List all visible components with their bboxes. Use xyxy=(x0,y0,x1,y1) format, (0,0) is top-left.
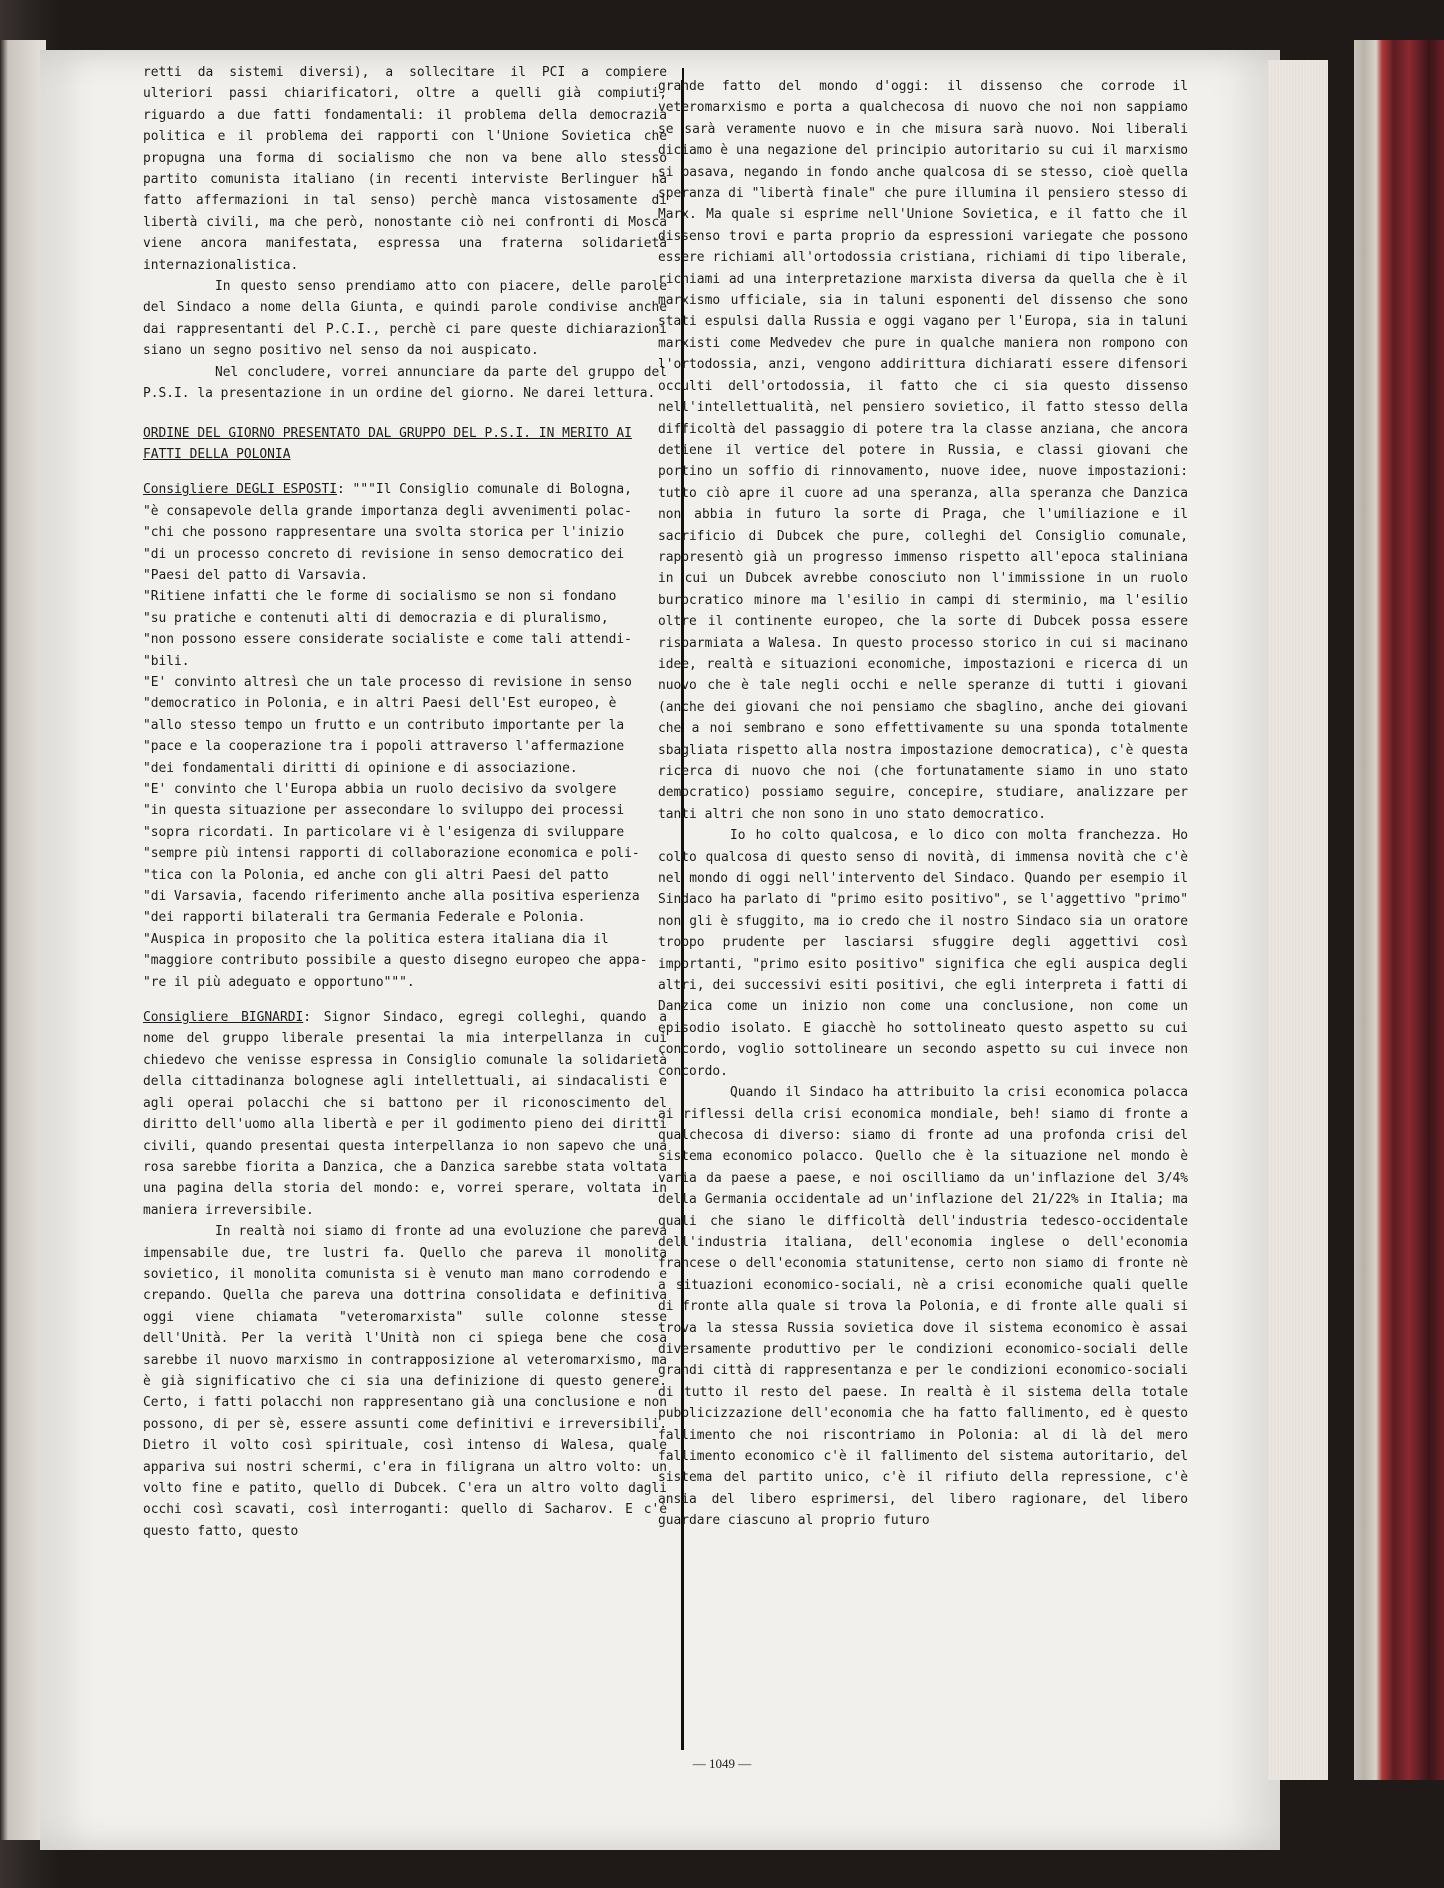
bignardi-text: : Signor Sindaco, egregi colleghi, quando a nome del gruppo liberale presentai la mia interpellanza in cui chiedevo che venisse espressa in Consiglio comunale la solidarietà della cittadinanza bolognese agli intellettuali, ai sindacalisti e agli operai polacchi che si battono per il riconoscimento del diritto dell'uomo alla libertà e per il godimento pieno dei diritti civili, quando presentai questa interpellanza io non sapevo che una rosa sarebbe fiorita a Danzica, che a Danzica sarebbe stata voltata una pagina della storia del mondo: e, vorrei sperare, voltata in maniera irreversibile. xyxy=(143,1010,668,1218)
left-paragraph-1: retti da sistemi diversi), a sollecitare il PCI a compiere ulteriori passi chiarificatori, oltre a quelli già compiuti, riguardo a due fatti fondamentali: il problema della democrazia politica e il problema dei rapporti con l'Unione Sovietica che propugna una forma di socialismo che non va bene allo stesso partito comunista italiano (in recenti interviste Berlinguer ha fatto affermazioni in tal senso) perchè manca vistosamente di libertà civili, ma che però, nonostante ciò nei confronti di Mosca viene ancora manifestata, espressa una fraterna solidarietà internazionalistica. xyxy=(143,65,667,273)
odg-line: "Ritiene infatti che le forme di socialismo se non si fondano xyxy=(143,589,617,605)
page-stack-edge xyxy=(1268,60,1328,1780)
odg-line: "maggiore contributo possibile a questo disegno europeo che appa- xyxy=(143,953,648,969)
odg-line: "di un processo concreto di revisione in senso democratico dei xyxy=(143,546,625,562)
odg-line: "sopra ricordati. In particolare vi è l'esigenza di sviluppare xyxy=(143,824,625,840)
odg-line: "non possono essere considerate socialiste e come tali attendi- xyxy=(143,632,632,648)
right-paragraph-1: grande fatto del mondo d'oggi: il dissenso che corrode il veteromarxismo e porta a qualchecosa di nuovo che noi non sappiamo se sarà veramente nuovo e in che misura sarà nuovo. Noi liberali diciamo è una negazione del principio autoritario su cui il marxismo si basava, negando in fondo anche qualcosa di se stesso, cioè quella speranza di "libertà finale" che pure illumina il pensiero stesso di Marx. Ma quale si esprime nell'Unione Sovietica, e il fatto che il dissenso trovi e parta proprio da espressioni variegate che possono essere richiami all'ortodossia cristiana, richiami di tipo liberale, richiami ad una interpretazione marxista diversa da quella che è il marxismo ufficiale, sia in taluni esponenti del dissenso che sono stati espulsi dalla Russia e oggi vagano per l'Europa, sia in taluni marxisti come Medvedev che pure in qualche maniera non rompono con l'ortodossia, anzi, vengono addirittura dichiarati essere difensori occulti dell'ortodossia, il fatto che ci sia questo dissenso nell'intellettualità, nel pensiero sovietico, il fatto stesso della difficoltà del passaggio di potere tra la classe anziana, che ancora detiene il vertice del potere in Russia, e classi giovani che portino un soffio di rinnovamento, nuove idee, nuove impostazioni: tutto ciò apre il cuore ad una speranza, alla speranza che Danzica non abbia in futuro la sorte di Praga, che l'umiliazione e il sacrificio di Dubcek che pure, colleghi del Consiglio comunale, rappresentò già un progresso immenso rispetto all'epoca staliniana in cui un Dubcek avrebbe conosciuto non l'immissione in un ruolo burocratico minore ma l'esilio in campi di sterminio, ma l'esilio oltre il continente europeo, che la sorte di Dubcek possa essere risparmiata a Walesa. In questo processo storico in cui si macinano idee, realtà e situazioni economiche, impostazioni e ricerca di un nuovo che è tale negli occhi e nelle speranze di tutti i giovani (anche dei giovani che noi pensiamo che sbaglino, anche dei giovani che a noi sembrano e sono effettivamente su una sponda totalmente sbagliata rispetto alla nostra impostazione democratica), c'è questa ricerca di nuovo che noi (che fortunatamente siamo in uno stato democratico) possiamo seguire, concepire, studiare, analizzare per tanti altri che non sono in uno stato democratico. xyxy=(658,79,1188,822)
page-number: — 1049 — xyxy=(692,1756,752,1771)
odg-line: "Paesi del patto di Varsavia. xyxy=(143,567,369,583)
right-column xyxy=(658,76,1188,1532)
odg-line: "bili. xyxy=(143,653,190,669)
book-cover-edge xyxy=(1354,40,1444,1780)
left-paragraph-3: Nel concludere, vorrei annunciare da parte del gruppo del P.S.I. la presentazione in un ordine del giorno. Ne darei lettura. xyxy=(143,364,667,402)
odg-line: "democratico in Polonia, e in altri Paesi dell'Est europeo, è xyxy=(143,696,617,712)
odg-line: "è consapevole della grande importanza degli avvenimenti polac- xyxy=(143,503,632,519)
bignardi-speaker: Consigliere BIGNARDI xyxy=(143,1010,304,1026)
odg-line: "dei fondamentali diritti di opinione e di associazione. xyxy=(143,760,578,776)
odg-line: "in questa situazione per assecondare lo sviluppo dei processi xyxy=(143,803,625,819)
odg-heading: ORDINE DEL GIORNO PRESENTATO DAL GRUPPO DEL P.S.I. IN MERITO AI FATTI DELLA POLONIA xyxy=(143,425,632,462)
bignardi-paragraph xyxy=(143,1007,667,1221)
left-paragraph-2: In questo senso prendiamo atto con piacere, delle parole del Sindaco a nome della Giunta, e quindi parole condivise anche dai rappresentanti del P.C.I., perchè ci pare queste dichiarazioni siano un segno positivo nel senso da noi auspicato. xyxy=(143,279,667,359)
odg-line: "sempre più intensi rapporti di collaborazione economica e poli- xyxy=(143,846,640,862)
right-paragraph-3: Quando il Sindaco ha attribuito la crisi economica polacca ai riflessi della crisi economica mondiale, beh! siamo di fronte a qualchecosa di diverso: siamo di fronte ad una profonda crisi del sistema economico polacco. Quello che è la situazione nel mondo è varia da paese a paese, e noi oscilliamo da un'inflazione del 3/4% della Germania occidentale ad un'inflazione del 21/22% in Italia; ma quali che siano le difficoltà dell'industria tedesco-occidentale dell'industria italiana, dell'economia inglese o dell'economia francese o dell'economia statunitense, certo non siamo di fronte nè a situazioni economico-sociali, nè a crisi economiche quali quelle di fronte alla quale si trova la Polonia, e di fronte alle quali si trova la stessa Russia sovietica dove il sistema economico è assai diversamente produttivo per le condizioni economico-sociali delle grandi città di rappresentanza e per le condizioni economico-sociali di tutto il resto del paese. In realtà è il sistema della totale pubblicizzazione dell'economia che ha fatto fallimento, ed è questo fallimento che noi riscontriamo in Polonia: al di là del mero fallimento economico c'è il fallimento del sistema autoritario, del sistema del partito unico, c'è il rifiuto della repressione, c'è ansia del libero esprimersi, del libero ragionare, del libero guardare ciascuno al proprio futuro xyxy=(658,1085,1188,1529)
odg-line: "su pratiche e contenuti alti di democrazia e di pluralismo, xyxy=(143,610,609,626)
odg-line: "chi che possono rappresentare una svolta storica per l'inizio xyxy=(143,525,625,541)
odg-line-0: : """Il Consiglio comunale di Bologna, xyxy=(337,482,632,498)
odg-line: "E' convinto che l'Europa abbia un ruolo decisivo da svolgere xyxy=(143,782,617,797)
odg-line: "E' convinto altresì che un tale processo di revisione in senso xyxy=(143,674,632,690)
odg-line: "di Varsavia, facendo riferimento anche alla positiva esperienza xyxy=(143,889,640,905)
left-column xyxy=(143,62,667,1542)
odg-lines xyxy=(143,501,667,993)
odg-speaker: Consigliere DEGLI ESPOSTI xyxy=(143,482,338,498)
left-closing-paragraph: In realtà noi siamo di fronte ad una evoluzione che pareva impensabile due, tre lustri fa. Quello che pareva il monolita sovietico, il monolita comunista si è venuto man mano corrodendo e crepando. Quella che pareva una dottrina consolidata e definitiva oggi viene chiamata "veteromarxista" sulle colonne stesse dell'Unità. Per la verità l'Unità non ci spiega bene che cosa sarebbe il nuovo marxismo in contrapposizione al veteromarxismo, ma è già significativo che ci sia una definizione di questo genere. Certo, i fatti polacchi non rappresentano già una conclusione e non possono, di per sè, essere assunti come definitivi e irreversibili. Dietro il volto così spirituale, così intenso di Walesa, quale appariva sui nostri schermi, c'era in filigrana un altro volto: un volto fine e patito, quello di Dubcek. C'era un altro volto dagli occhi così scavati, così interroganti: quello di Sacharov. E c'è questo fatto, questo xyxy=(143,1224,667,1539)
odg-line: "pace e la cooperazione tra i popoli attraverso l'affermazione xyxy=(143,739,625,755)
odg-line: "dei rapporti bilaterali tra Germania Federale e Polonia. xyxy=(143,910,586,926)
odg-text xyxy=(143,479,667,500)
odg-line: "re il più adeguato e opportuno""". xyxy=(143,974,415,990)
right-paragraph-2: Io ho colto qualcosa, e lo dico con molta franchezza. Ho colto qualcosa di questo senso di novità, di immensa novità che c'è nel mondo di oggi nell'intervento del Sindaco. Quando per esempio il Sindaco ha parlato di "primo esito positivo", se l'aggettivo "primo" non gli è sfuggito, ma io credo che il nostro Sindaco sia un oratore troppo prudente per lasciarsi sfuggire degli aggettivi così importanti, "primo esito positivo" significa che egli auspica degli altri, dei successivi esiti positivi, che egli interpreta i fatti di Danzica come un inizio non come una conclusione, non come un episodio isolato. E giacchè ho sottolineato questo aspetto su cui concordo, voglio sottolineare un secondo aspetto su cui invece non concordo. xyxy=(658,828,1188,1079)
odg-line: "Auspica in proposito che la politica estera italiana dia il xyxy=(143,931,609,947)
odg-line: "allo stesso tempo un frutto e un contributo importante per la xyxy=(143,717,625,733)
odg-line: "tica con la Polonia, ed anche con gli altri Paesi del patto xyxy=(143,867,609,883)
